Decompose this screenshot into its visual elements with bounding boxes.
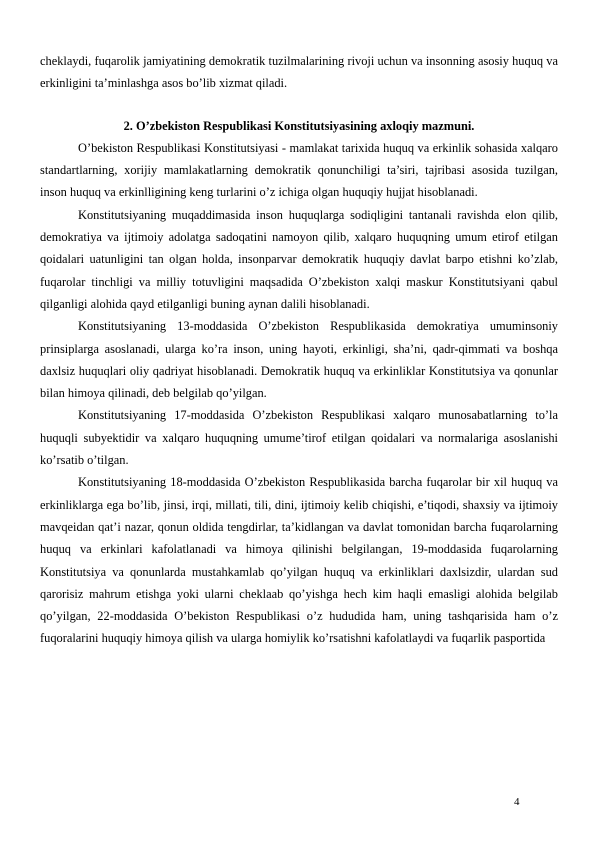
body-paragraph: O’bekiston Respublikasi Konstitutsiyasi - mamlakat tarixida huquq va erkinlik sohasida xalqaro standartlarning, xorijiy mamlakatlarning demokratik qonunchiligi ta’siri, tajribasi asosida tuzilgan, inson huquq va erkinlligining keng turlarini o’z ichiga olgan huquqiy hujjat hisoblanadi.	[40, 140, 558, 200]
body-paragraph: Konstitutsiyaning 17-moddasida O’zbekiston Respublikasi xalqaro munosabatlarning to’la huquqli subyektidir va xalqaro huquqning umume’tirof etilgan qoidalari va normalariga asoslanishi ko’rsatib o’tilgan.	[40, 408, 558, 468]
body-paragraph: Konstitutsiyaning 13-moddasida O’zbekiston Respublikasida demokratiya umuminsoniy prinsiplarga asoslanadi, ularga ko’ra inson, uning hayoti, erkinligi, sha’ni, qadr-qimmati va boshqa daxlsiz huquqlari oliy qadriyat hisoblanadi. Demokratik huquq va erkinliklar Konstitutsiya va qonunlar bilan himoya qilinadi, deb belgilab qo’yilgan.	[40, 319, 558, 401]
section-heading: 2. O’zbekiston Respublikasi Konstitutsiyasining axloqiy mazmuni.	[123, 118, 475, 133]
page-number: 4	[514, 796, 520, 808]
page-content	[40, 50, 558, 650]
section-spacer	[40, 95, 558, 115]
body-paragraph: Konstitutsiyaning 18-moddasida O’zbekiston Respublikasida barcha fuqarolar bir xil huquq va erkinliklarga ega bo’lib, jinsi, irqi, millati, tili, dini, ijtimoiy kelib chiqishi, e’tiqodi, shaxsiy va ijtimoiy mavqeidan qat’i nazar, qonun oldida tengdirlar, ta’kidlangan va davlat tomonidan barcha fuqarolarning huquq va erkinlari kafolatlanadi va himoya qilinishi belgilangan, 19-moddasida fuqarolarning Konstitutsiya va qonunlarda mustahkamlab qo’yilgan huquq va erkinliklari daxlsizdir, ulardan sud qarorisiz mahrum etishga yoki ularni cheklaab qo’yishga hech kim haqli emasligi alohida belgilab qo’yilgan, 22-moddasida O’bekiston Respublikasi o’z hududida ham, uning tashqarisida ham o’z fuqoralarini huquqiy himoya qilish va ularga homiylik ko’rsatishni kafolatlaydi va fuqarlik pasportida	[40, 475, 558, 646]
body-paragraph: Konstitutsiyaning muqaddimasida inson huquqlarga sodiqligini tantanali ravishda elon qilib, demokratiya va ijtimoiy adolatga sadoqatini namoyon qilib, xalqaro huquqning umum etirof etilgan qoidalari uatunligini tan olgan holda, insonparvar demokratik huquqiy davlat barpo etishni ko’zlab, fuqarolar tinchligi va milliy totuvligini maqsadida O’zbekiston xalqi maskur Konstitutsiyani qabul qilganligi alohida qayd etilganligi buning aynan dalili hisoblanadi.	[40, 207, 558, 311]
intro-paragraph: cheklaydi, fuqarolik jamiyatining demokratik tuzilmalarining rivoji uchun va insonning asosiy huquq va erkinligini ta’minlashga asos bo’lib xizmat qiladi.	[40, 54, 558, 91]
